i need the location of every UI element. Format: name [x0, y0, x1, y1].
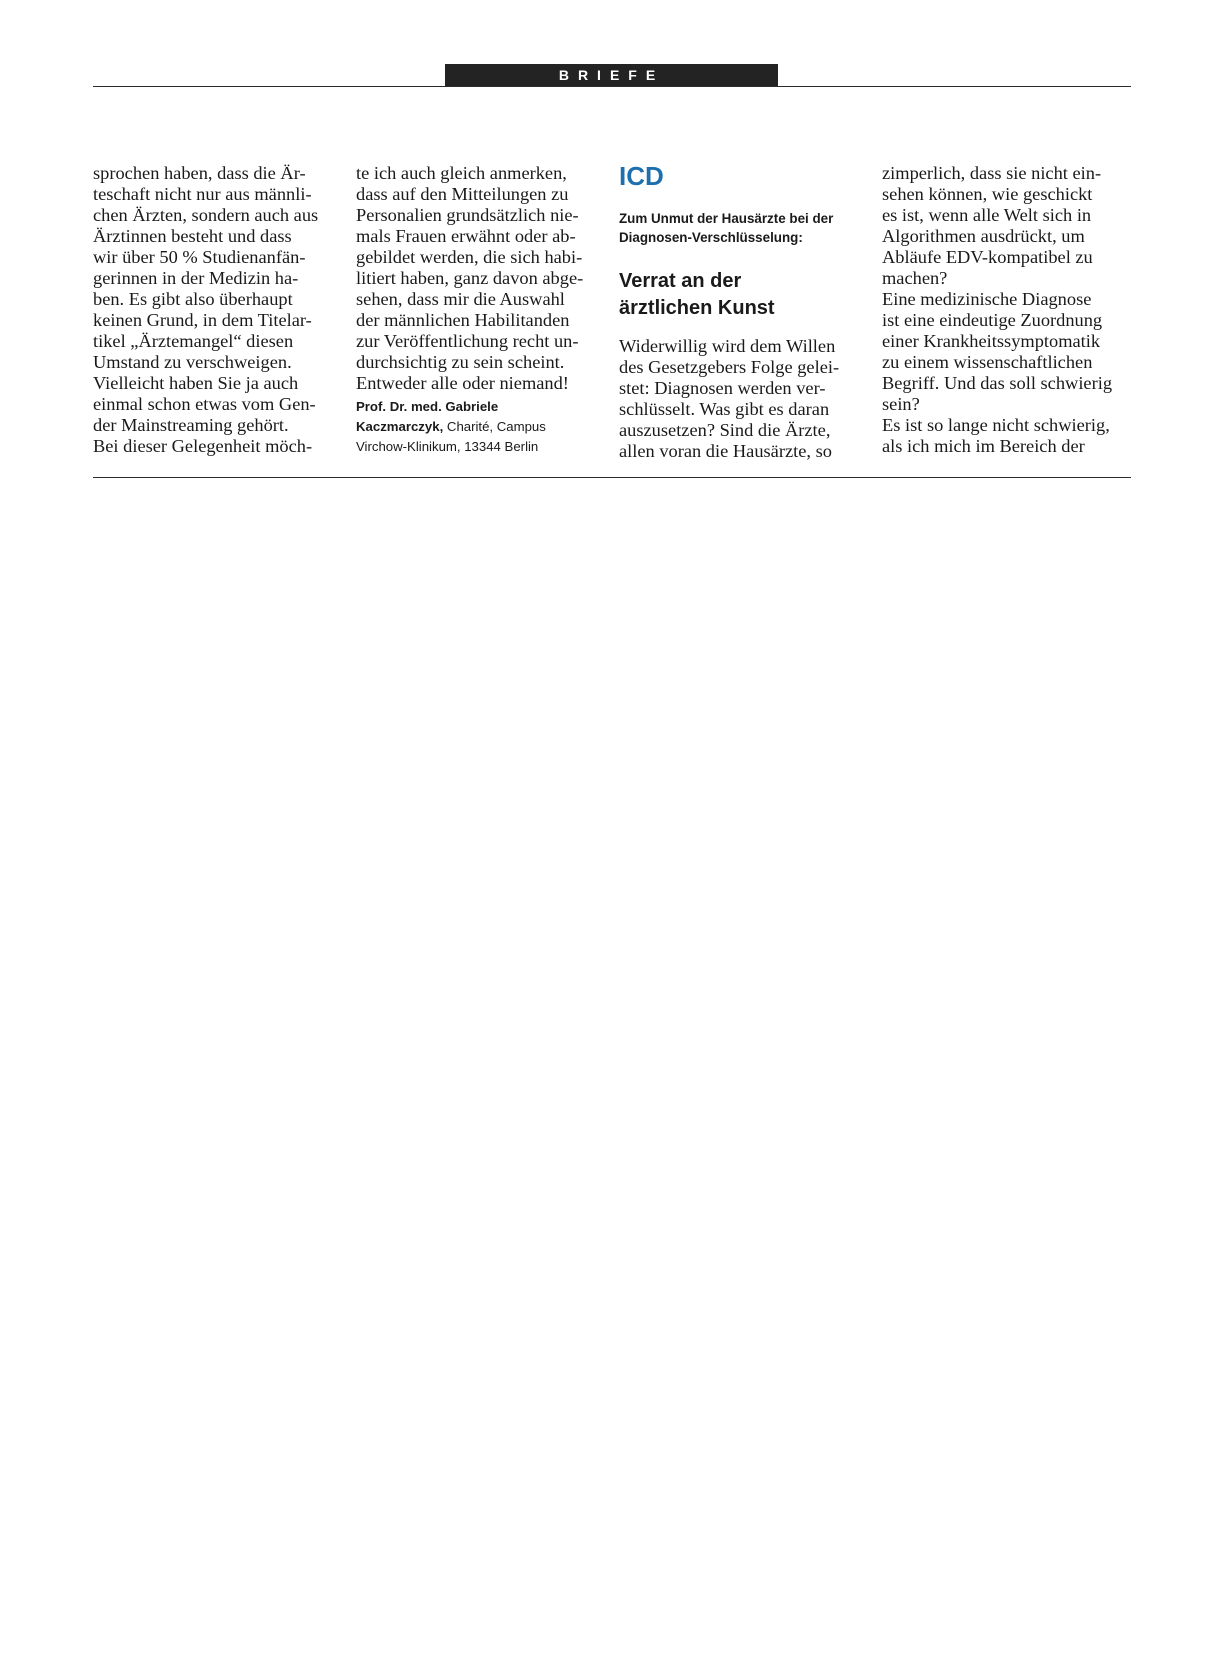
body-line: sprochen haben, dass die Är-: [93, 163, 306, 183]
letter-author-byline: [356, 397, 606, 457]
letter-headline: [619, 268, 869, 322]
article-column-2: [356, 163, 606, 457]
letter-body-continued: [882, 163, 1132, 457]
body-line: teschaft nicht nur aus männli-: [93, 184, 312, 204]
author-name: Prof. Dr. med. Gabriele: [356, 399, 499, 414]
body-line: Vielleicht haben Sie ja auch: [93, 373, 299, 393]
article-column-4: [882, 163, 1132, 457]
body-line: Algorithmen ausdrückt, um: [882, 226, 1085, 246]
body-line: Bei dieser Gelegenheit möch-: [93, 436, 313, 456]
body-line: litiert haben, ganz davon abge-: [356, 268, 584, 288]
body-line: gebildet werden, die sich habi-: [356, 247, 583, 267]
body-line: sein?: [882, 394, 920, 414]
body-line: dass auf den Mitteilungen zu: [356, 184, 569, 204]
letter-body: [619, 336, 869, 462]
body-line: sehen können, wie geschickt: [882, 184, 1093, 204]
body-line: zur Veröffentlichung recht un-: [356, 331, 579, 351]
body-line: keinen Grund, in dem Titelar-: [93, 310, 312, 330]
body-line: Es ist so lange nicht schwierig,: [882, 415, 1110, 435]
body-line: ist eine eindeutige Zuordnung: [882, 310, 1103, 330]
body-line: einer Krankheitssymptomatik: [882, 331, 1101, 351]
author-address: Virchow-Klinikum, 13344 Berlin: [356, 439, 539, 454]
body-line: des Gesetzgebers Folge gelei-: [619, 357, 840, 377]
author-name-line: [356, 397, 606, 417]
body-line: Umstand zu verschweigen.: [93, 352, 292, 372]
body-line: chen Ärzten, sondern auch aus: [93, 205, 319, 225]
body-line: Personalien grundsätzlich nie-: [356, 205, 579, 225]
kicker-line: Diagnosen-Verschlüsselung:: [619, 230, 803, 245]
letter-kicker: [619, 209, 869, 247]
body-line: Ärztinnen besteht und dass: [93, 226, 292, 246]
letter-body-continued: [93, 163, 343, 457]
body-line: schlüsselt. Was gibt es daran: [619, 399, 830, 419]
body-line: Eine medizinische Diagnose: [882, 289, 1092, 309]
author-name-line: [356, 417, 606, 437]
body-line: Widerwillig wird dem Willen: [619, 336, 836, 356]
body-line: der männlichen Habilitanden: [356, 310, 570, 330]
headline-line: Verrat an der: [619, 270, 742, 292]
body-line: zimperlich, dass sie nicht ein-: [882, 163, 1102, 183]
headline-line: ärztlichen Kunst: [619, 297, 775, 319]
body-line: ben. Es gibt also überhaupt: [93, 289, 293, 309]
body-line: tikel „Ärztemangel“ diesen: [93, 331, 294, 351]
body-line: als ich mich im Bereich der: [882, 436, 1085, 456]
kicker-line: Zum Unmut der Hausärzte bei der: [619, 211, 834, 226]
body-line: Entweder alle oder niemand!: [356, 373, 569, 393]
body-line: sehen, dass mir die Auswahl: [356, 289, 565, 309]
header-rule: [93, 86, 1131, 87]
topic-heading: ICD: [619, 161, 664, 191]
body-line: auszusetzen? Sind die Ärzte,: [619, 420, 831, 440]
author-affiliation: Charité, Campus: [443, 419, 546, 434]
body-line: allen voran die Hausärzte, so: [619, 441, 832, 461]
body-line: Begriff. Und das soll schwierig: [882, 373, 1113, 393]
body-line: es ist, wenn alle Welt sich in: [882, 205, 1092, 225]
body-line: einmal schon etwas vom Gen-: [93, 394, 316, 414]
article-column-3: [619, 163, 869, 462]
body-line: te ich auch gleich anmerken,: [356, 163, 567, 183]
body-line: gerinnen in der Medizin ha-: [93, 268, 299, 288]
body-line: wir über 50 % Studienanfän-: [93, 247, 306, 267]
body-line: der Mainstreaming gehört.: [93, 415, 289, 435]
body-line: zu einem wissenschaftlichen: [882, 352, 1093, 372]
content-bottom-rule: [93, 477, 1131, 478]
section-label: BRIEFE: [445, 64, 778, 86]
body-line: durchsichtig zu sein scheint.: [356, 352, 565, 372]
author-surname: Kaczmarczyk,: [356, 419, 444, 434]
body-line: Abläufe EDV-kompatibel zu: [882, 247, 1093, 267]
body-line: mals Frauen erwähnt oder ab-: [356, 226, 576, 246]
article-column-1: [93, 163, 343, 457]
letter-body-continued: [356, 163, 606, 394]
body-line: stet: Diagnosen werden ver-: [619, 378, 826, 398]
body-line: machen?: [882, 268, 948, 288]
